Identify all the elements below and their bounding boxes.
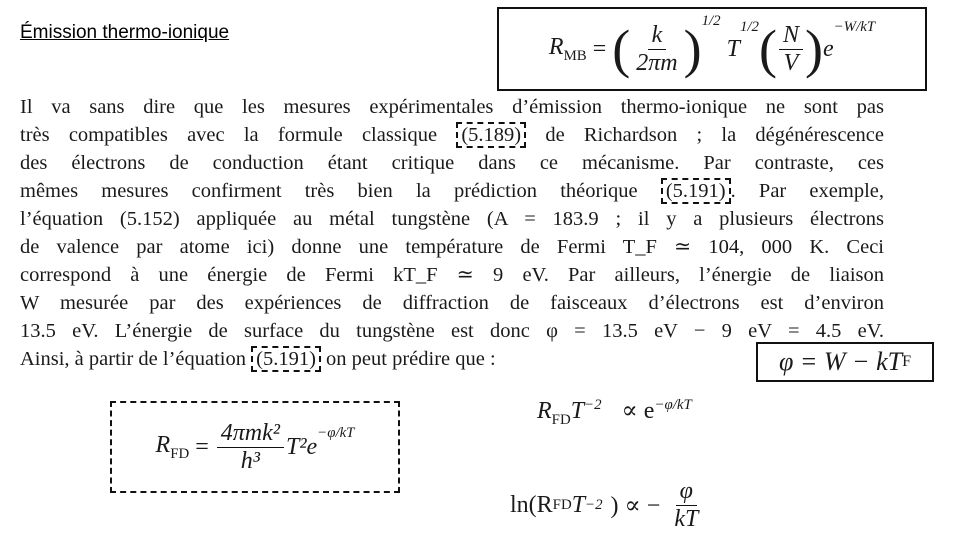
para-line-8: W mesurée par des expériences de diffraction de faisceaux d’électrons est d’environ — [20, 292, 884, 314]
proportionality-2: ln(R FD T −2 ) ∝ − $\frac{\varphi}{kT}$ — [510, 478, 704, 533]
ref-5-191-box: (5.191) — [661, 178, 731, 204]
rmb-lhs: $R_{MB}$ — [548, 33, 587, 64]
para-line-6: de valence par atome ici) donne une température de Fermi T_F ≃ 104, 000 K. Ceci — [20, 236, 884, 258]
slide-title: Émission thermo-ionique — [20, 22, 230, 43]
rmb-nv-fraction: $\frac{N}{V}$ — [779, 22, 803, 77]
body-paragraph — [20, 93, 884, 373]
para-line-7: correspond à une énergie de Fermi kT_F ≃ 9 eV. Par ailleurs, l’énergie de liaison — [20, 264, 884, 286]
rmb-fraction: $\frac{k}{2\pi m}$ — [636, 21, 678, 76]
para-line-10: Ainsi, à partir de l’équation (5.191) on peut prédire que : — [20, 348, 496, 370]
rfd-fraction: $\frac{\text{4πmk²}}{\text{h³}}$ — [217, 420, 284, 475]
para-line-9: 13.5 eV. L’énergie de surface du tungstène est donc φ = 13.5 eV − 9 eV = 4.5 eV. — [20, 320, 884, 342]
ref-5-191-box-2: (5.191) — [251, 346, 321, 372]
ref-5-189-box: (5.189) — [456, 122, 526, 148]
para-line-4: mêmes mesures confirment très bien la prédiction théorique (5.191) . Par exemple, — [20, 180, 884, 202]
phi-over-kt-fraction: $\frac{\varphi}{kT}$ — [674, 478, 699, 532]
para-line-2: très compatibles avec la formule classique (5.189) de Richardson ; la dégénérescence — [20, 124, 884, 146]
para-line-3: des électrons de conduction étant critique dans ce mécanisme. Par contraste, ces — [20, 152, 884, 174]
para-line-5: l’équation (5.152) appliquée au métal tungstène (A = 183.9 ; il y a plusieurs électrons — [20, 208, 884, 230]
para-line-1: Il va sans dire que les mesures expérimentales d’émission thermo-ionique ne sont pas — [20, 96, 884, 118]
richardson-mb-equation: $R_{MB}$ = ( $\frac{k}{2\pi m}$ ) $^{1/2}$ T $^{1/2}$ ( $\frac{N}{V}$ ) e $^{-W/kT}$ — [497, 7, 927, 91]
phi-equation: φ = W − kT F — [756, 342, 934, 382]
proportionality-1: $R_{FD}T^{-2} \propto e^{-\varphi/kT}$ — [537, 397, 692, 428]
richardson-fd-equation: $R_{FD}$ = $\frac{\text{4πmk²}}{\text{h³}}$ T²e $^{-\varphi/kT}$ — [110, 401, 400, 493]
